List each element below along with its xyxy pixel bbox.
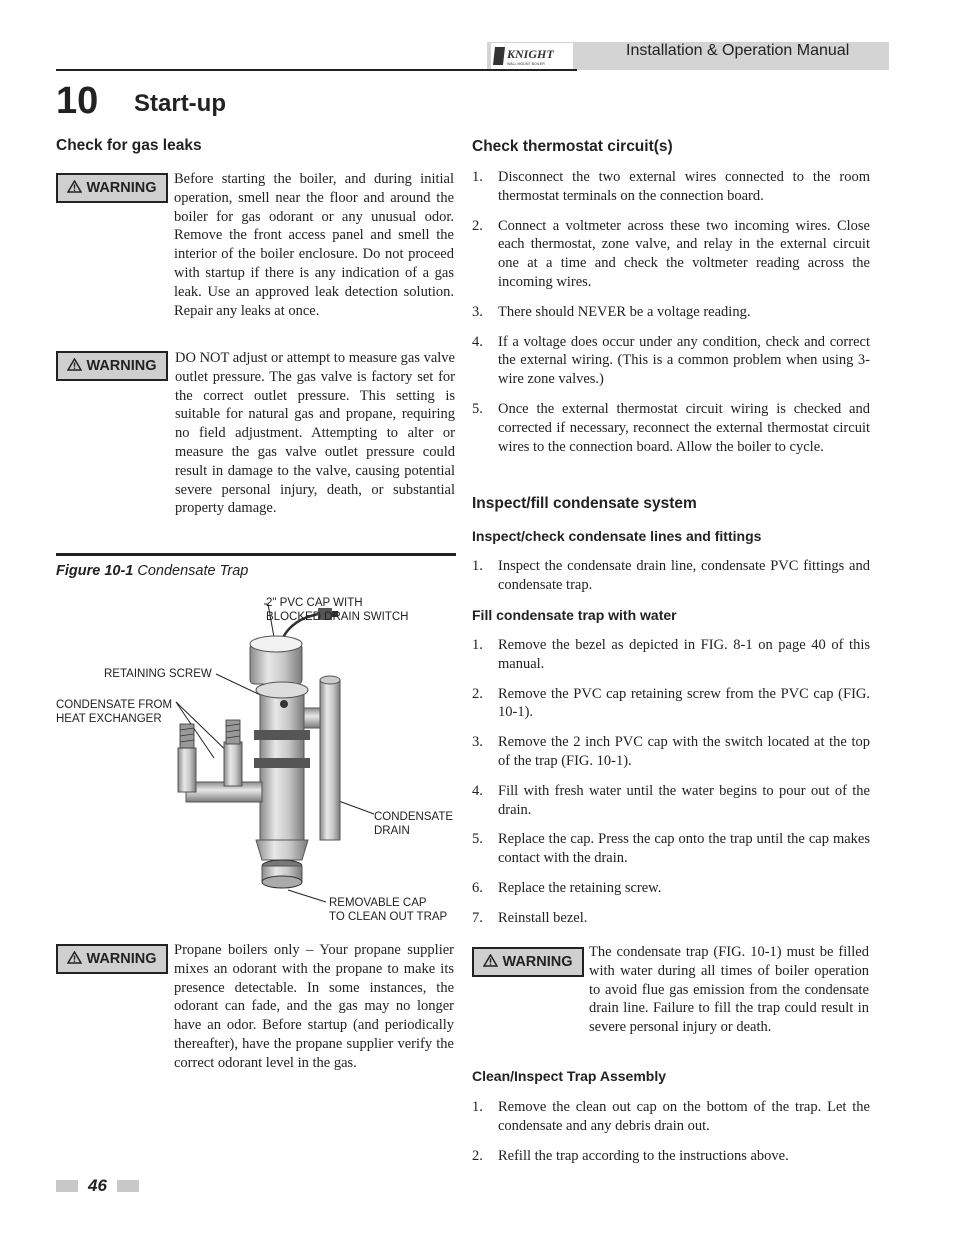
inspect-steps xyxy=(472,557,870,606)
warning-text-condensate: The condensate trap (FIG. 10-1) must be filled with water during all times of boiler operation to avoid flue gas emission from the condensate drain line. Failure to fill the trap could result in severe personal injury or death. xyxy=(589,944,869,1036)
list-item xyxy=(472,685,870,723)
subheading-inspect-lines: Inspect/check condensate lines and fittings xyxy=(472,528,762,544)
step-text: Disconnect the two external wires connected to the room thermostat terminals on the connection board. xyxy=(498,169,870,204)
figure-title: Condensate Trap xyxy=(133,563,249,579)
list-item xyxy=(472,303,870,322)
list-item xyxy=(472,830,870,868)
warning-text-gas-odor: Before starting the boiler, and during initial operation, smell near the floor and around the boiler for gas odorant or any unusual odor. Remove the front access panel and smell the interior of the boiler enclosure. Do not proceed with startup if there is any indication of a gas leak. Use an approved leak detection solution. Repair any leaks at once. xyxy=(174,171,454,319)
page-number-block xyxy=(56,1176,139,1196)
step-text: Once the external thermostat circuit wiring is checked and corrected if necessary, reconnect the external thermostat circuit wires to the connection board. Allow the boiler to cycle. xyxy=(498,400,870,455)
warning-triangle-icon xyxy=(483,954,498,971)
header-rule xyxy=(56,69,577,71)
logo-text: KNIGHT xyxy=(507,47,554,61)
logo-subtext: WALL MOUNT BOILER xyxy=(507,62,545,66)
step-text: Remove the PVC cap retaining screw from the PVC cap (FIG. 10-1). xyxy=(498,685,870,721)
warning-label: WARNING xyxy=(86,358,157,374)
heading-thermostat: Check thermostat circuit(s) xyxy=(472,138,673,155)
warning-label: WARNING xyxy=(86,951,157,967)
step-number: 4. xyxy=(472,782,483,799)
manual-title: Installation & Operation Manual xyxy=(626,42,850,59)
chapter-title: Start-up xyxy=(134,90,226,117)
fill-steps xyxy=(472,636,870,939)
step-text: Remove the clean out cap on the bottom of the trap. Let the condensate and any debris drain out. xyxy=(498,1099,870,1134)
label-condensate-drain: CONDENSATE DRAIN xyxy=(374,811,454,837)
figure-number: Figure 10-1 xyxy=(56,563,134,579)
label-retaining-screw: RETAINING SCREW xyxy=(104,668,212,680)
list-item xyxy=(472,879,870,898)
step-number: 1. xyxy=(472,558,483,574)
heading-gas-leaks: Check for gas leaks xyxy=(56,137,202,154)
step-number: 2. xyxy=(472,685,483,702)
condensate-trap-figure xyxy=(56,590,456,930)
list-item xyxy=(472,1098,870,1136)
heading-condensate: Inspect/fill condensate system xyxy=(472,495,697,512)
step-text: There should NEVER be a voltage reading. xyxy=(498,303,751,320)
step-number: 1. xyxy=(472,1099,483,1115)
warning-badge xyxy=(56,173,168,203)
subheading-fill-trap: Fill condensate trap with water xyxy=(472,607,677,623)
warning-triangle-icon xyxy=(67,180,82,197)
warning-text-gas-valve: DO NOT adjust or attempt to measure gas valve outlet pressure. The gas valve is factory set for the correct outlet pressure. This setting is suitable for natural gas and propane, requiring no field adjustment. Attempting to alter or measure the gas valve outlet pressure could result in damage to the valve, causing potential severe personal injury, death, or substantial property damage. xyxy=(175,350,455,517)
step-text: If a voltage does occur under any condition, check and correct the external wiring. (This is a common problem when using 3-wire zone valves.) xyxy=(498,333,870,388)
step-text: Remove the 2 inch PVC cap with the switch located at the top of the trap (FIG. 10-1). xyxy=(498,734,870,769)
step-text: Connect a voltmeter across these two incoming wires. Close each thermostat, zone valve, and relay in the external circuit one at a time and check the voltmeter reading across the incoming wires. xyxy=(498,217,870,290)
step-text: Replace the retaining screw. xyxy=(498,879,662,896)
step-text: Inspect the condensate drain line, condensate PVC fittings and condensate trap. xyxy=(498,558,870,593)
step-number: 7. xyxy=(472,909,483,926)
label-removable-cap: REMOVABLE CAP TO CLEAN OUT TRAP xyxy=(329,897,448,923)
step-text: Remove the bezel as depicted in FIG. 8-1 on page 40 of this manual. xyxy=(498,637,870,672)
list-item xyxy=(472,782,870,820)
list-item xyxy=(472,733,870,771)
warning-triangle-icon xyxy=(67,358,82,375)
step-number: 1. xyxy=(472,637,483,653)
list-item xyxy=(472,909,870,928)
page-number-bar xyxy=(56,1180,78,1192)
label-pvc-cap: 2" PVC CAP WITH BLOCKED DRAIN SWITCH xyxy=(266,597,409,623)
label-condensate-from: CONDENSATE FROM HEAT EXCHANGER xyxy=(56,699,173,725)
step-number: 1. xyxy=(472,169,483,185)
page-number-bar xyxy=(117,1180,139,1192)
step-number: 5. xyxy=(472,400,483,417)
warning-label: WARNING xyxy=(502,954,573,970)
warning-badge xyxy=(56,944,168,974)
page-number: 46 xyxy=(88,1176,107,1195)
figure-caption xyxy=(56,563,248,579)
list-item xyxy=(472,636,870,674)
list-item xyxy=(472,557,870,595)
warning-text-propane: Propane boilers only – Your propane supplier mixes an odorant with the propane to make its presence detectable. In some instances, the odorant can fade, and the gas may no longer have an odor. Before startup (and periodically thereafter), have the propane supplier verify the correct odorant level in the gas. xyxy=(174,942,454,1071)
subheading-clean-trap: Clean/Inspect Trap Assembly xyxy=(472,1068,666,1084)
step-number: 6. xyxy=(472,879,483,896)
step-text: Fill with fresh water until the water begins to pour out of the drain. xyxy=(498,782,870,818)
knight-logo xyxy=(491,43,573,69)
step-number: 2. xyxy=(472,217,483,234)
warning-label: WARNING xyxy=(86,180,157,196)
step-text: Refill the trap according to the instructions above. xyxy=(498,1147,789,1164)
list-item xyxy=(472,333,870,389)
step-text: Reinstall bezel. xyxy=(498,909,588,926)
step-number: 3. xyxy=(472,734,483,751)
warning-badge xyxy=(56,351,168,381)
figure-rule xyxy=(56,553,456,556)
step-number: 4. xyxy=(472,333,483,350)
list-item xyxy=(472,217,870,292)
step-number: 2. xyxy=(472,1147,483,1164)
step-number: 5. xyxy=(472,831,483,848)
warning-badge xyxy=(472,947,584,977)
warning-triangle-icon xyxy=(67,951,82,968)
clean-steps xyxy=(472,1098,870,1176)
thermostat-steps xyxy=(472,168,870,467)
list-item xyxy=(472,1147,870,1166)
list-item xyxy=(472,400,870,456)
chapter-number: 10 xyxy=(56,80,99,122)
list-item xyxy=(472,168,870,206)
step-number: 3. xyxy=(472,303,483,320)
step-text: Replace the cap. Press the cap onto the trap until the cap makes contact with the drain. xyxy=(498,831,870,867)
